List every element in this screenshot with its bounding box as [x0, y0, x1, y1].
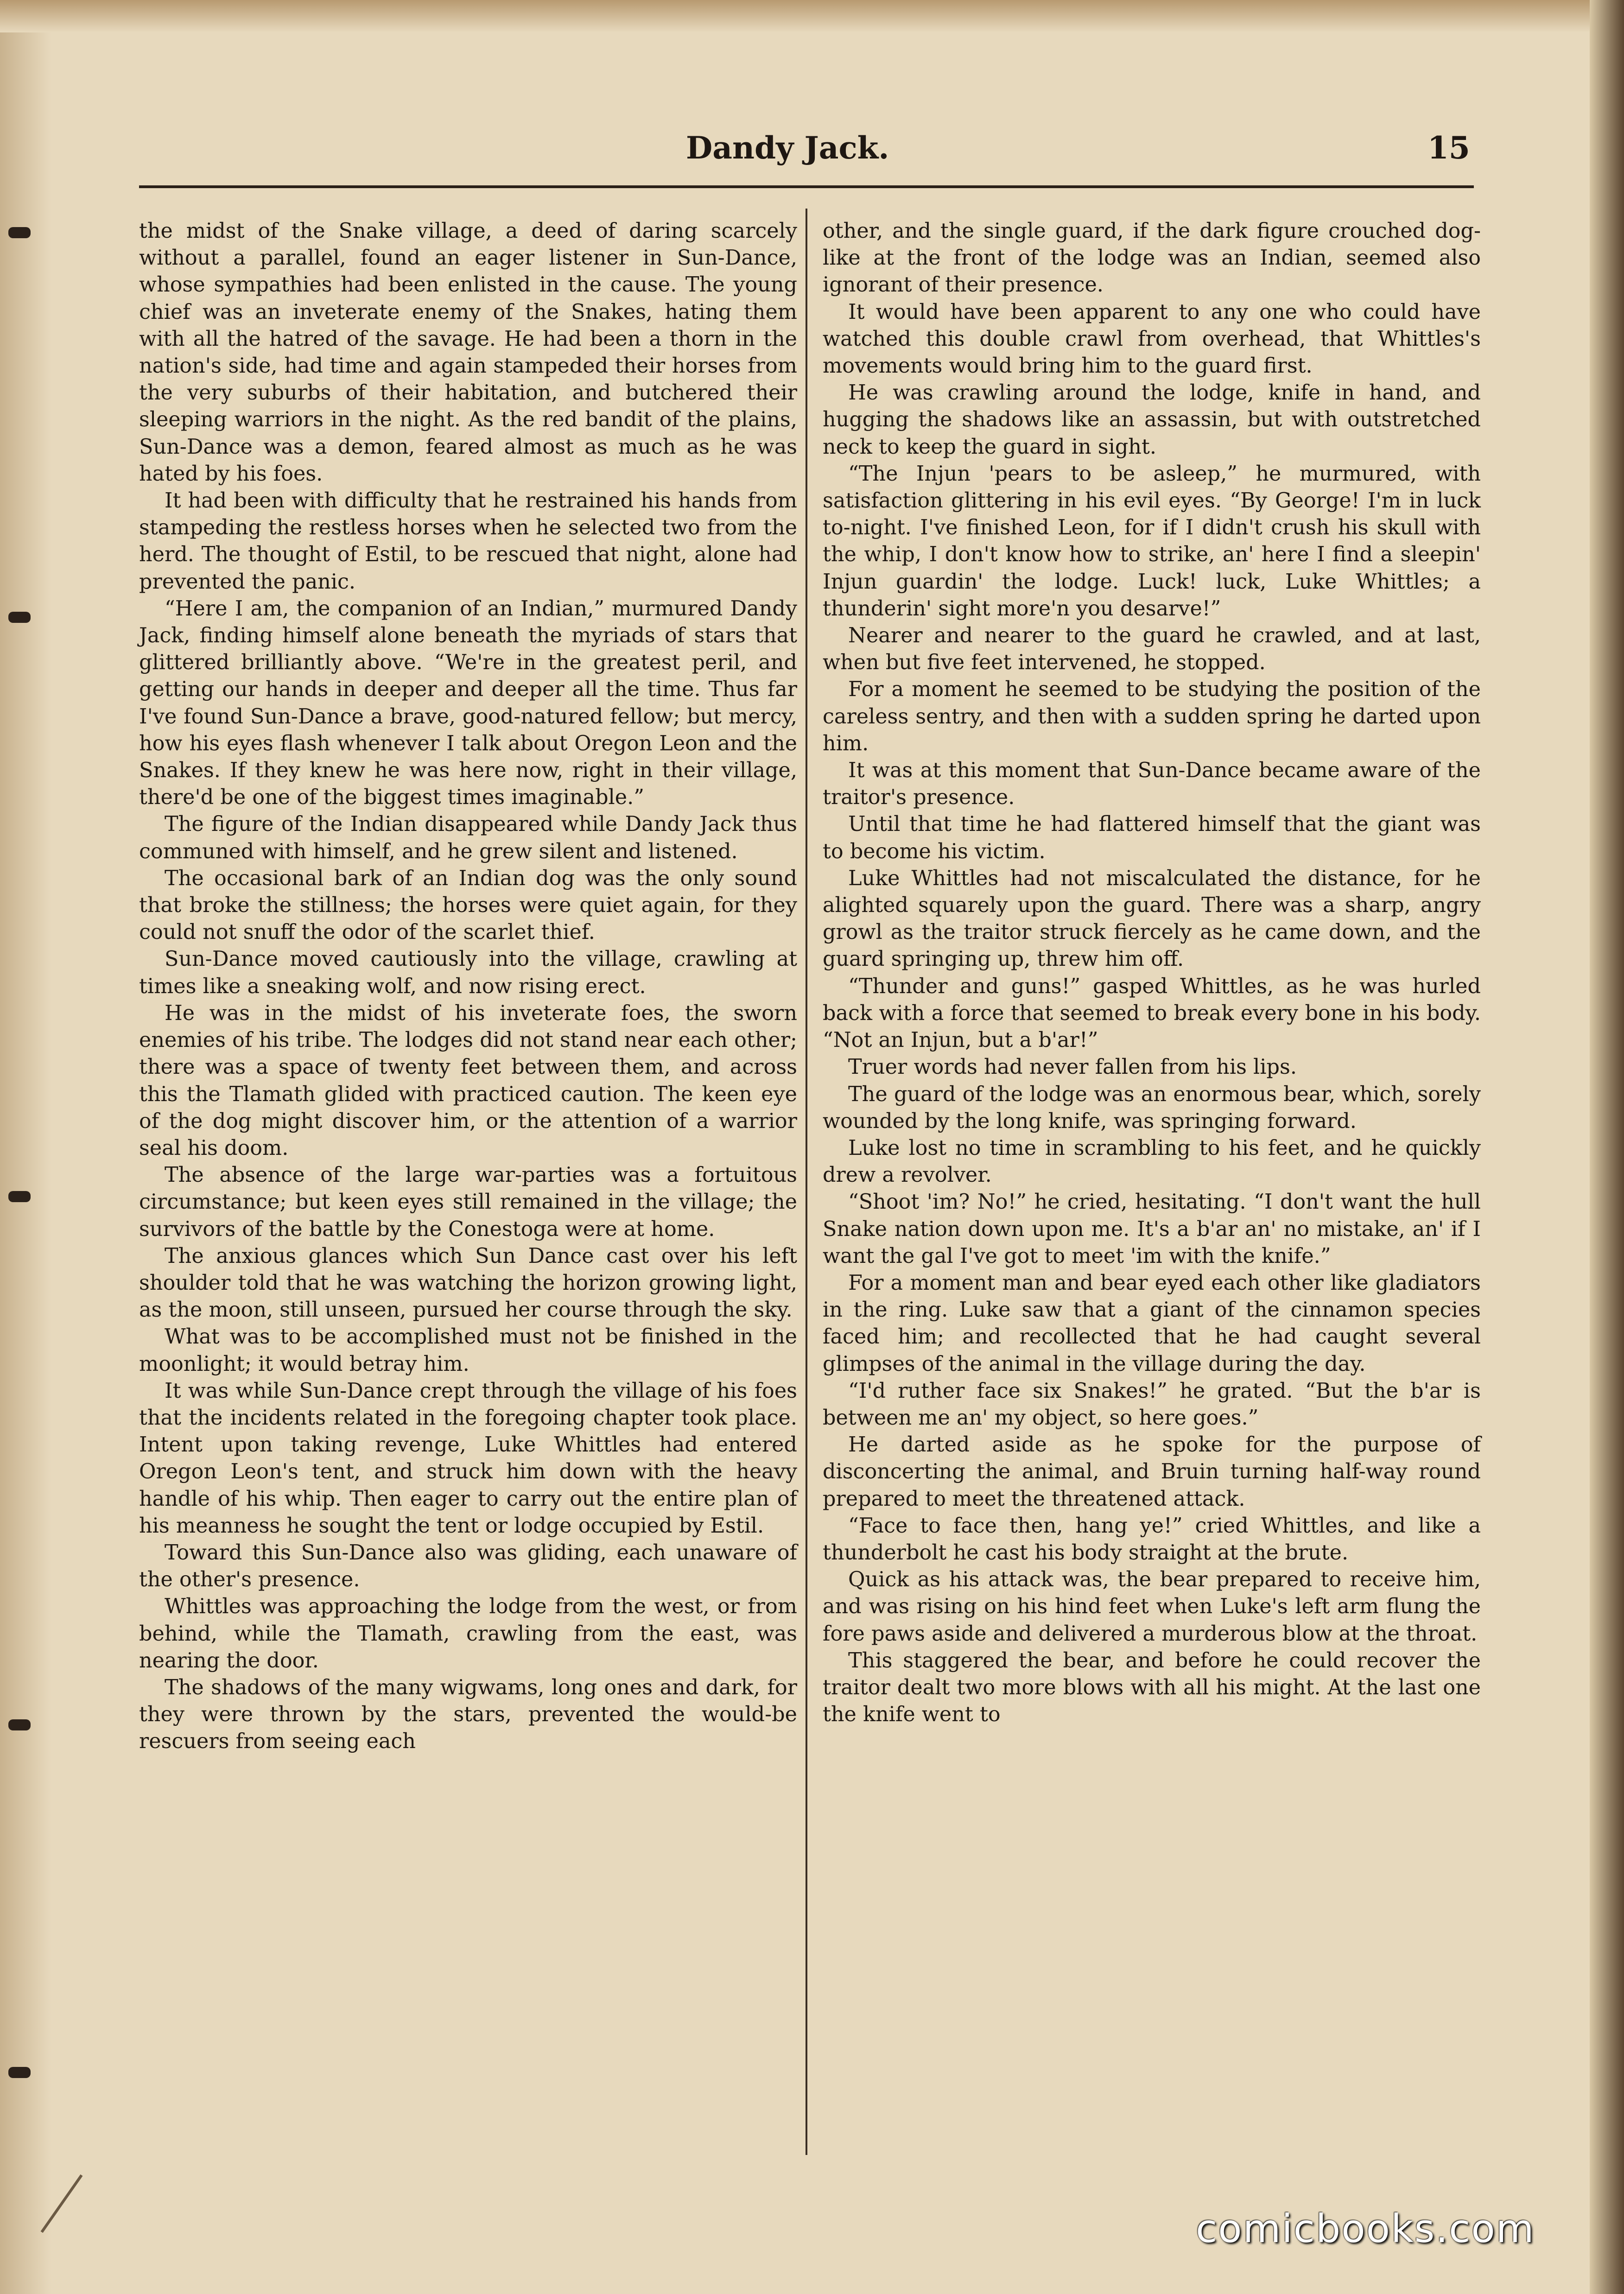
paragraph: Toward this Sun-Dance also was gliding, each unaware of the other's presence. [139, 1540, 797, 1592]
binding-stitch-mark [8, 612, 31, 623]
paragraph: It was at this moment that Sun-Dance became aware of the traitor's presence. [823, 759, 1481, 810]
binding-stitch-mark [8, 2067, 31, 2078]
page-edge [1590, 0, 1624, 2294]
paragraph: Luke Whittles had not miscalculated the distance, for he alighted squarely upon the guard. There was a sharp, angry growl as the traitor struck fiercely as he came down, and the guard springing up, threw him off. [823, 866, 1481, 971]
paragraph: Nearer and nearer to the guard he crawled, and at last, when but five feet intervened, he stopped. [823, 624, 1481, 675]
page-header [139, 125, 1474, 176]
binding-stitch-mark [8, 1719, 31, 1730]
column-divider [806, 209, 807, 2155]
header-rule [139, 185, 1474, 188]
paragraph: “I'd ruther face six Snakes!” he grated. “But the b'ar is between me an' my object, so here goes.” [823, 1379, 1481, 1430]
paragraph: The absence of the large war-parties was a fortuitous circumstance; but keen eyes still remained in the village; the survivors of the battle by the Conestoga were at home. [139, 1163, 797, 1241]
paragraph: Luke lost no time in scrambling to his feet, and he quickly drew a revolver. [823, 1136, 1481, 1187]
paragraph: The figure of the Indian disappeared while Dandy Jack thus communed with himself, and he grew silent and listened. [139, 812, 797, 863]
paragraph: Until that time he had flattered himself that the giant was to become his victim. [823, 812, 1481, 863]
paragraph: “Here I am, the companion of an Indian,” murmured Dandy Jack, finding himself alone beneath the myriads of stars that glittered brilliantly above. “We're in the greatest peril, and getting our hands in deeper and deeper all the time. Thus far I've found Sun-Dance a brave, good-natured fellow; but mercy, how his eyes flash whenever I talk about Oregon Leon and the Snakes. If they knew he was here now, right in their village, there'd be one of the biggest times imaginable.” [139, 596, 797, 810]
paragraph: It was while Sun-Dance crept through the village of his foes that the incidents related in the foregoing chapter took place. Intent upon taking revenge, Luke Whittles had entered Oregon Leon's tent, and struck him down with the heavy handle of his whip. Then eager to carry out the entire plan of his meanness he sought the tent or lodge occupied by Estil. [139, 1379, 797, 1538]
paragraph: It would have been apparent to any one who could have watched this double crawl from overhead, that Whittles's movements would bring him to the guard first. [823, 300, 1481, 378]
paragraph: The shadows of the many wigwams, long ones and dark, for they were thrown by the stars, prevented the would-be rescuers from seeing each [139, 1675, 797, 1754]
paragraph: The guard of the lodge was an enormous bear, which, sorely wounded by the long knife, was springing forward. [823, 1082, 1481, 1133]
paragraph: Sun-Dance moved cautiously into the village, crawling at times like a sneaking wolf, and now rising erect. [139, 947, 797, 998]
paragraph: “Thunder and guns!” gasped Whittles, as he was hurled back with a force that seemed to break every bone in his body. “Not an Injun, but a b'ar!” [823, 974, 1481, 1052]
running-title: Dandy Jack. [686, 130, 889, 166]
paragraph: Whittles was approaching the lodge from the west, or from behind, while the Tlamath, crawling from the east, was nearing the door. [139, 1595, 797, 1673]
paragraph: He was in the midst of his inveterate foes, the sworn enemies of his tribe. The lodges did not stand near each other; there was a space of twenty feet between them, and across this the Tlamath glided with practiced caution. The keen eye of the dog might discover him, or the attention of a warrior seal his doom. [139, 1001, 797, 1160]
paragraph: The anxious glances which Sun Dance cast over his left shoulder told that he was watching the horizon growing light, as the moon, still unseen, pursued her course through the sky. [139, 1244, 797, 1322]
page-number: 15 [1427, 130, 1470, 166]
watermark: comicbooks.com [1196, 2206, 1535, 2251]
left-text-column [139, 218, 797, 1755]
paragraph: “Face to face then, hang ye!” cried Whittles, and like a thunderbolt he cast his body straight at the brute. [823, 1514, 1481, 1565]
paragraph: The occasional bark of an Indian dog was the only sound that broke the stillness; the horses were quiet again, for they could not snuff the odor of the scarlet thief. [139, 866, 797, 944]
page-top-shadow [0, 0, 1624, 32]
binding-stitch-mark [8, 1191, 31, 1202]
paragraph: He was crawling around the lodge, knife in hand, and hugging the shadows like an assassin, but with outstretched neck to keep the guard in sight. [823, 381, 1481, 459]
binding-stitch-mark [8, 227, 31, 238]
paragraph: For a moment he seemed to be studying the position of the careless sentry, and then with a sudden spring he darted upon him. [823, 678, 1481, 755]
paragraph: “The Injun 'pears to be asleep,” he murmured, with satisfaction glittering in his evil eyes. “By George! I'm in luck to-night. I've finished Leon, for if I didn't crush his skull with the whip, I don't know how to strike, an' here I find a sleepin' Injun guardin' the lodge. Luck! luck, Luke Whittles; a thunderin' sight more'n you desarve!” [823, 462, 1481, 621]
paragraph: Truer words had never fallen from his lips. [848, 1055, 1297, 1079]
paragraph: What was to be accomplished must not be finished in the moonlight; it would betray him. [139, 1325, 797, 1376]
paragraph: For a moment man and bear eyed each other like gladiators in the ring. Luke saw that a giant of the cinnamon species faced him; and recollected that he had caught several glimpses of the animal in the village during the day. [823, 1271, 1481, 1376]
paragraph: other, and the single guard, if the dark figure crouched dog-like at the front of the lodge was an Indian, seemed also ignorant of their presence. [823, 219, 1481, 297]
paragraph: It had been with difficulty that he restrained his hands from stampeding the restless horses when he selected two from the herd. The thought of Estil, to be rescued that night, alone had prevented the panic. [139, 489, 797, 594]
paragraph: Quick as his attack was, the bear prepared to receive him, and was rising on his hind feet when Luke's left arm flung the fore paws aside and delivered a murderous blow at the throat. [823, 1568, 1481, 1646]
paragraph: “Shoot 'im? No!” he cried, hesitating. “I don't want the hull Snake nation down upon me. It's a b'ar an' no mistake, an' if I want the gal I've got to meet 'im with the knife.” [823, 1190, 1481, 1268]
page-gutter-shadow [0, 0, 51, 2294]
paragraph: He darted aside as he spoke for the purpose of disconcerting the animal, and Bruin turning half-way round prepared to meet the threatened attack. [823, 1433, 1481, 1511]
right-text-column [823, 218, 1481, 1728]
paragraph: This staggered the bear, and before he could recover the traitor dealt two more blows with all his might. At the last one the knife went to [823, 1648, 1481, 1727]
paragraph: the midst of the Snake village, a deed of daring scarcely without a parallel, found an eager listener in Sun-Dance, whose sympathies had been enlisted in the cause. The young chief was an inveterate enemy of the Snakes, hating them with all the hatred of the savage. He had been a thorn in the nation's side, had time and again stampeded their horses from the very suburbs of their habitation, and butchered their sleeping warriors in the night. As the red bandit of the plains, Sun-Dance was a demon, feared almost as much as he was hated by his foes. [139, 219, 797, 486]
